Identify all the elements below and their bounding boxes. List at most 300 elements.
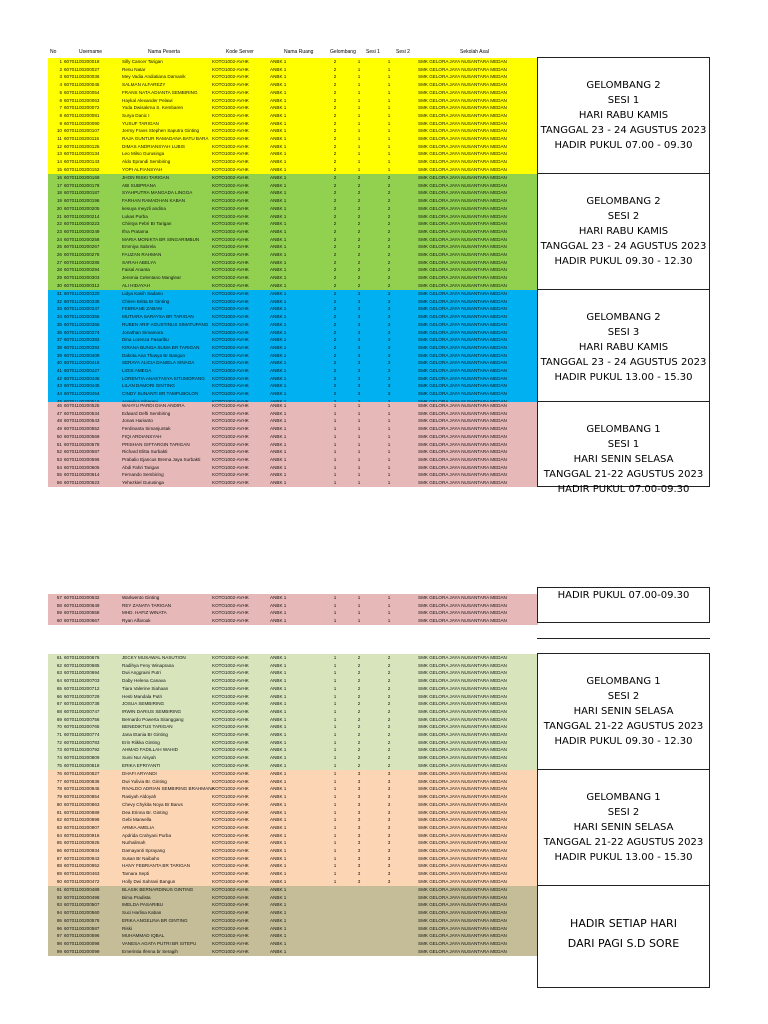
cell-gelombang: 1	[333, 693, 337, 699]
cell-kode-server: KOTO1002-AVHK	[212, 855, 249, 861]
cell-gelombang: 1	[333, 464, 337, 470]
cell-gelombang: 2	[333, 198, 337, 204]
cell-sekolah-asal: SMK GELORA JAYA NUSANTARA MEDAN	[418, 441, 507, 447]
cell-username: 60701100200356	[64, 314, 100, 320]
cell-sesi-2: 3	[387, 824, 391, 830]
cell-sekolah-asal: SMK GELORA JAYA NUSANTARA MEDAN	[418, 236, 507, 242]
cell-sesi-1: 1	[357, 602, 361, 608]
cell-username: 60701100200090	[64, 120, 100, 126]
cell-nama-peserta: Erin Riikka Ginting	[122, 739, 160, 745]
cell-gelombang: 2	[333, 143, 337, 149]
cell-kode-server: KOTO1002-AVHK	[212, 595, 249, 600]
cell-sesi-2: 1	[387, 426, 391, 432]
cell-nama-ruang: ANBK 1	[270, 182, 287, 188]
cell-username: 60701100200552	[64, 426, 100, 432]
cell-gelombang: 2	[333, 59, 337, 64]
cell-nama-peserta: ERIKA ANGELINA BR GINTING	[122, 917, 188, 923]
cell-sesi-1: 3	[357, 794, 361, 800]
cell-nama-ruang: ANBK 1	[270, 809, 287, 815]
cell-kode-server: KOTO1002-AVHK	[212, 678, 249, 684]
cell-username: 60701100200694	[64, 670, 100, 676]
cell-gelombang: 1	[333, 418, 337, 424]
cell-gelombang: 2	[333, 291, 337, 296]
cell-username: 60701100200445	[64, 383, 100, 389]
cell-kode-server: KOTO1002-AVHK	[212, 940, 249, 946]
cell-sekolah-asal: SMK GELORA JAYA NUSANTARA MEDAN	[418, 89, 507, 95]
cell-username: 60701100200454	[64, 391, 100, 397]
cell-username: 60701100200196	[64, 198, 100, 204]
cell-nama-peserta: SYAHPUTRA MANGADA LINGGA	[122, 190, 193, 196]
info-box-line: GELOMBANG 1	[586, 676, 661, 687]
cell-nama-peserta: KIRANA BUNGA SUMA BR TARIGAN	[122, 344, 200, 350]
cell-sesi-1: 1	[357, 426, 361, 432]
cell-kode-server: KOTO1002-AVHK	[212, 762, 249, 768]
cell-sekolah-asal: SMK GELORA JAYA NUSANTARA MEDAN	[418, 383, 507, 389]
cell-sesi-1: 2	[357, 236, 361, 242]
cell-nama-ruang: ANBK 1	[270, 933, 287, 939]
cell-no: 52	[56, 449, 62, 455]
cell-no: 6	[59, 97, 62, 103]
cell-gelombang: 1	[333, 595, 337, 600]
cell-no: 59	[56, 610, 62, 616]
cell-nama-peserta: BLASIK BERNARDINUS GINTING	[122, 887, 194, 892]
cell-gelombang: 1	[333, 441, 337, 447]
cell-nama-ruang: ANBK 1	[270, 817, 287, 823]
cell-kode-server: KOTO1002-AVHK	[212, 716, 249, 722]
cell-username: 60701100200258	[64, 236, 100, 242]
cell-sesi-2: 2	[387, 739, 391, 745]
cell-sesi-2: 3	[387, 801, 391, 807]
cell-nama-ruang: ANBK 1	[270, 433, 287, 439]
cell-sekolah-asal: SMK GELORA JAYA NUSANTARA MEDAN	[418, 221, 507, 227]
cell-sesi-1: 2	[357, 732, 361, 737]
cell-nama-peserta: Prabalio Ejancus Brema Jaya Surbakti	[122, 456, 201, 462]
cell-username: 60701100200036	[64, 74, 100, 80]
cell-kode-server: KOTO1002-AVHK	[212, 418, 249, 424]
cell-sekolah-asal: SMK GELORA JAYA NUSANTARA MEDAN	[418, 747, 507, 753]
cell-nama-ruang: ANBK 1	[270, 314, 287, 320]
cell-nama-ruang: ANBK 1	[270, 298, 287, 304]
cell-username: 60701100200063	[64, 97, 100, 103]
cell-username: 60701100200427	[64, 368, 100, 373]
cell-sesi-1: 2	[357, 762, 361, 768]
cell-nama-ruang: ANBK 1	[270, 136, 287, 141]
cell-nama-ruang: ANBK 1	[270, 910, 287, 916]
cell-username: 60701100200072	[64, 105, 100, 111]
cell-gelombang: 1	[333, 449, 337, 455]
cell-gelombang: 2	[333, 205, 337, 211]
cell-sekolah-asal: SMK GELORA JAYA NUSANTARA MEDAN	[418, 456, 507, 462]
cell-sesi-1: 1	[357, 418, 361, 424]
cell-kode-server: KOTO1002-AVHK	[212, 275, 249, 281]
info-box-g1s1-cont	[537, 587, 710, 623]
cell-sesi-1: 1	[357, 595, 361, 600]
cell-kode-server: KOTO1002-AVHK	[212, 383, 249, 389]
cell-nama-ruang: ANBK 1	[270, 863, 287, 869]
cell-no: 10	[56, 128, 62, 134]
cell-sesi-2: 3	[387, 360, 391, 366]
cell-nama-peserta: FEBRIANE ZABAM	[122, 306, 163, 312]
cell-kode-server: KOTO1002-AVHK	[212, 794, 249, 800]
cell-nama-peserta: Edward Defti Sembiring	[122, 410, 171, 416]
cell-gelombang: 2	[333, 329, 337, 335]
cell-gelombang: 2	[333, 352, 337, 358]
cell-sesi-1: 1	[357, 59, 361, 64]
cell-nama-peserta: IRWIN DARIUS SEMBIRING	[122, 708, 182, 714]
cell-nama-ruang: ANBK 1	[270, 252, 287, 257]
cell-kode-server: KOTO1002-AVHK	[212, 817, 249, 823]
cell-sekolah-asal: SMK GELORA JAYA NUSANTARA MEDAN	[418, 662, 507, 668]
cell-nama-peserta: Apdrida Crahyani Purba	[122, 832, 172, 838]
cell-sesi-1: 3	[357, 848, 361, 853]
cell-kode-server: KOTO1002-AVHK	[212, 159, 249, 165]
cell-nama-peserta: Gebi Marwella	[122, 817, 152, 823]
cell-no: 75	[56, 762, 62, 768]
cell-sesi-2: 1	[387, 89, 391, 95]
cell-sesi-2: 2	[387, 701, 391, 707]
cell-sesi-1: 2	[357, 213, 361, 219]
cell-gelombang: 2	[333, 74, 337, 80]
cell-sesi-2: 1	[387, 166, 391, 172]
cell-sesi-1: 3	[357, 375, 361, 381]
cell-nama-ruang: ANBK 1	[270, 205, 287, 211]
cell-no: 77	[56, 778, 62, 784]
cell-gelombang: 1	[333, 732, 337, 737]
cell-nama-ruang: ANBK 1	[270, 732, 287, 737]
cell-gelombang: 2	[333, 314, 337, 320]
cell-nama-peserta: Damayanti Sprayang	[122, 848, 165, 853]
info-box-line: SESI 2	[607, 807, 640, 818]
cell-nama-ruang: ANBK 1	[270, 259, 287, 265]
cell-sesi-2: 3	[387, 871, 391, 877]
cell-nama-ruang: ANBK 1	[270, 948, 287, 954]
cell-sesi-2: 3	[387, 352, 391, 358]
cell-gelombang: 2	[333, 267, 337, 273]
cell-gelombang: 1	[333, 678, 337, 684]
cell-sesi-1: 1	[357, 82, 361, 88]
cell-gelombang: 2	[333, 190, 337, 196]
cell-sekolah-asal: SMK GELORA JAYA NUSANTARA MEDAN	[418, 66, 507, 72]
cell-sekolah-asal: SMK GELORA JAYA NUSANTARA MEDAN	[418, 832, 507, 838]
cell-no: 47	[56, 410, 62, 416]
cell-kode-server: KOTO1002-AVHK	[212, 456, 249, 462]
cell-kode-server: KOTO1002-AVHK	[212, 329, 249, 335]
cell-kode-server: KOTO1002-AVHK	[212, 136, 249, 141]
cell-sekolah-asal: SMK GELORA JAYA NUSANTARA MEDAN	[418, 291, 507, 296]
cell-kode-server: KOTO1002-AVHK	[212, 693, 249, 699]
cell-nama-peserta: Jeremia Celentano Manglear	[122, 275, 181, 281]
cell-username: 60701100200605	[64, 464, 100, 470]
cell-sesi-1: 1	[357, 610, 361, 616]
cell-sesi-1: 1	[357, 480, 361, 485]
cell-no: 86	[56, 848, 62, 853]
cell-nama-ruang: ANBK 1	[270, 662, 287, 668]
cell-sekolah-asal: SMK GELORA JAYA NUSANTARA MEDAN	[418, 74, 507, 80]
cell-sesi-2: 1	[387, 464, 391, 470]
cell-kode-server: KOTO1002-AVHK	[212, 902, 249, 908]
cell-nama-ruang: ANBK 1	[270, 89, 287, 95]
cell-nama-peserta: DIMAS ANDRIANSYAH LUBIS	[122, 143, 185, 149]
cell-nama-ruang: ANBK 1	[270, 902, 287, 908]
cell-no: 56	[56, 480, 62, 485]
cell-gelombang: 2	[333, 244, 337, 250]
cell-username: 60701100200027	[64, 66, 100, 72]
cell-no: 35	[56, 321, 62, 327]
cell-sesi-1: 3	[357, 291, 361, 296]
cell-sesi-2: 1	[387, 74, 391, 80]
cell-nama-peserta: Holly Dwi Sahrani Bangun	[122, 878, 176, 884]
cell-no: 63	[56, 670, 62, 676]
cell-gelombang: 2	[333, 344, 337, 350]
cell-nama-peserta: Fernando Sembiring	[122, 472, 164, 478]
cell-username: 60701100200178	[64, 182, 100, 188]
cell-nama-peserta: Dwi Yulivia Br. Ginting	[122, 778, 167, 784]
cell-sekolah-asal: SMK GELORA JAYA NUSANTARA MEDAN	[418, 403, 507, 408]
cell-username: 60701100200756	[64, 716, 100, 722]
cell-gelombang: 2	[333, 321, 337, 327]
cell-no: 21	[56, 213, 62, 219]
cell-sesi-1: 1	[357, 472, 361, 478]
cell-gelombang: 2	[333, 112, 337, 118]
cell-username: 60701100200374	[64, 329, 100, 335]
cell-nama-peserta: Rasiyah Aldoyah	[122, 794, 157, 800]
cell-no: 33	[56, 306, 62, 312]
cell-username: 60701100200596	[64, 933, 100, 939]
cell-nama-ruang: ANBK 1	[270, 190, 287, 196]
cell-nama-ruang: ANBK 1	[270, 275, 287, 281]
cell-kode-server: KOTO1002-AVHK	[212, 840, 249, 846]
cell-nama-peserta: Dwi Anggraini Putri	[122, 670, 161, 676]
cell-no: 13	[56, 151, 62, 157]
cell-gelombang: 1	[333, 855, 337, 861]
cell-sekolah-asal: SMK GELORA JAYA NUSANTARA MEDAN	[418, 655, 507, 660]
cell-gelombang: 2	[333, 175, 337, 180]
cell-gelombang: 2	[333, 120, 337, 126]
cell-username: 60701100200943	[64, 855, 100, 861]
cell-nama-peserta: Mey Vadia Andiatiana Damanik	[122, 74, 186, 80]
cell-nama-peserta: Richard Elitta Surbakti	[122, 449, 168, 455]
table-row	[48, 948, 538, 956]
cell-kode-server: KOTO1002-AVHK	[212, 368, 249, 373]
cell-nama-ruang: ANBK 1	[270, 771, 287, 776]
cell-kode-server: KOTO1002-AVHK	[212, 708, 249, 714]
cell-nama-peserta: RIVALDO ADRIAN SEMBIRING BRAHMANA	[122, 786, 215, 792]
cell-nama-ruang: ANBK 1	[270, 267, 287, 273]
cell-sesi-1: 2	[357, 701, 361, 707]
cell-no: 61	[56, 655, 62, 660]
cell-gelombang: 1	[333, 410, 337, 416]
cell-sesi-2: 2	[387, 724, 391, 730]
cell-nama-peserta: Bima Pradista	[122, 894, 151, 900]
cell-sesi-1: 1	[357, 128, 361, 134]
cell-sesi-2: 1	[387, 610, 391, 616]
info-box-line: SESI 2	[607, 691, 640, 702]
cell-sesi-2: 1	[387, 441, 391, 447]
cell-username: 60701100200312	[64, 282, 100, 288]
cell-nama-ruang: ANBK 1	[270, 151, 287, 157]
cell-sesi-2: 2	[387, 732, 391, 737]
cell-sesi-1: 3	[357, 863, 361, 869]
cell-sekolah-asal: SMK GELORA JAYA NUSANTARA MEDAN	[418, 159, 507, 165]
cell-gelombang: 1	[333, 801, 337, 807]
info-box-line: GELOMBANG 1	[586, 424, 661, 435]
cell-kode-server: KOTO1002-AVHK	[212, 778, 249, 784]
cell-nama-ruang: ANBK 1	[270, 794, 287, 800]
cell-username: 60701100200498	[64, 894, 100, 900]
cell-sekolah-asal: SMK GELORA JAYA NUSANTARA MEDAN	[418, 329, 507, 335]
cell-no: 24	[56, 236, 62, 242]
cell-kode-server: KOTO1002-AVHK	[212, 151, 249, 157]
cell-gelombang: 2	[333, 282, 337, 288]
cell-sesi-1: 1	[357, 403, 361, 408]
cell-sesi-1: 3	[357, 391, 361, 397]
cell-nama-ruang: ANBK 1	[270, 786, 287, 792]
cell-username: 60701100200294	[64, 267, 100, 273]
cell-sesi-2: 1	[387, 143, 391, 149]
cell-kode-server: KOTO1002-AVHK	[212, 887, 249, 892]
cell-kode-server: KOTO1002-AVHK	[212, 786, 249, 792]
cell-sekolah-asal: SMK GELORA JAYA NUSANTARA MEDAN	[418, 925, 507, 931]
cell-nama-ruang: ANBK 1	[270, 762, 287, 768]
cell-username: 60701100200116	[64, 136, 100, 141]
table-row	[48, 617, 538, 625]
cell-sesi-2: 3	[387, 848, 391, 853]
info-box-line: HARI SENIN SELASA	[573, 454, 674, 465]
cell-no: 40	[56, 360, 62, 366]
cell-no: 87	[56, 855, 62, 861]
info-box-g1s2	[537, 653, 710, 770]
cell-username: 60701100200774	[64, 732, 100, 737]
cell-nama-ruang: ANBK 1	[270, 472, 287, 478]
cell-no: 11	[57, 136, 62, 141]
cell-sesi-1: 3	[357, 321, 361, 327]
cell-kode-server: KOTO1002-AVHK	[212, 128, 249, 134]
cell-nama-ruang: ANBK 1	[270, 456, 287, 462]
cell-nama-ruang: ANBK 1	[270, 321, 287, 327]
cell-sesi-1: 2	[357, 678, 361, 684]
cell-kode-server: KOTO1002-AVHK	[212, 360, 249, 366]
cell-nama-peserta: SALMAN ALFAREZY	[122, 82, 166, 88]
cell-nama-ruang: ANBK 1	[270, 391, 287, 397]
cell-sesi-2: 2	[387, 755, 391, 761]
cell-no: 7	[59, 105, 62, 111]
cell-nama-peserta: FRANS NATA ADIANTA SEMBIRING	[122, 89, 198, 95]
cell-kode-server: KOTO1002-AVHK	[212, 670, 249, 676]
cell-sesi-1: 3	[357, 383, 361, 389]
cell-sesi-2: 1	[387, 418, 391, 424]
cell-sekolah-asal: SMK GELORA JAYA NUSANTARA MEDAN	[418, 618, 507, 624]
cell-username: 60701100200392	[64, 344, 100, 350]
cell-username: 60701100200463	[64, 871, 100, 877]
cell-sekolah-asal: SMK GELORA JAYA NUSANTARA MEDAN	[418, 778, 507, 784]
info-box-g2s2	[537, 173, 710, 290]
cell-nama-peserta: Dina Lorenza Pasaribu	[122, 337, 169, 343]
cell-nama-ruang: ANBK 1	[270, 449, 287, 455]
cell-nama-ruang: ANBK 1	[270, 739, 287, 745]
cell-nama-peserta: Tamara Septi	[122, 871, 150, 877]
cell-no: 31	[56, 291, 62, 296]
cell-sesi-1: 1	[357, 159, 361, 165]
cell-sesi-1: 2	[357, 670, 361, 676]
cell-nama-ruang: ANBK 1	[270, 410, 287, 416]
cell-nama-peserta: FIQI ARDIANSYAH	[122, 433, 162, 439]
cell-sesi-1: 2	[357, 228, 361, 234]
info-box-line: HADIR PUKUL 13.00 - 15.30	[554, 372, 693, 383]
cell-sesi-2: 3	[387, 368, 391, 373]
cell-sekolah-asal: SMK GELORA JAYA NUSANTARA MEDAN	[418, 693, 507, 699]
cell-nama-peserta: ARMIA AMELIA	[122, 824, 155, 830]
cell-gelombang: 2	[333, 360, 337, 366]
cell-nama-peserta: Dea Erinna Br. Ginting	[122, 809, 168, 815]
cell-sekolah-asal: SMK GELORA JAYA NUSANTARA MEDAN	[418, 128, 507, 134]
cell-sekolah-asal: SMK GELORA JAYA NUSANTARA MEDAN	[418, 817, 507, 823]
cell-username: 60701100200747	[64, 708, 100, 714]
info-box-g1s1	[537, 401, 710, 495]
cell-no: 97	[56, 933, 62, 939]
info-box-line: SESI 2	[607, 211, 640, 222]
cell-sekolah-asal: SMK GELORA JAYA NUSANTARA MEDAN	[418, 762, 507, 768]
cell-sekolah-asal: SMK GELORA JAYA NUSANTARA MEDAN	[418, 282, 507, 288]
cell-kode-server: KOTO1002-AVHK	[212, 724, 249, 730]
cell-kode-server: KOTO1002-AVHK	[212, 205, 249, 211]
cell-kode-server: KOTO1002-AVHK	[212, 433, 249, 439]
cell-nama-peserta: SARAH ABELYA	[122, 259, 157, 265]
cell-kode-server: KOTO1002-AVHK	[212, 190, 249, 196]
cell-sesi-1: 2	[357, 198, 361, 204]
cell-nama-ruang: ANBK 1	[270, 426, 287, 432]
cell-nama-ruang: ANBK 1	[270, 602, 287, 608]
cell-nama-peserta: YUSUF TARIGAN	[122, 120, 159, 126]
cell-gelombang: 2	[333, 128, 337, 134]
cell-sekolah-asal: SMK GELORA JAYA NUSANTARA MEDAN	[418, 863, 507, 869]
cell-gelombang: 1	[333, 878, 337, 884]
cell-gelombang: 2	[333, 105, 337, 111]
cell-sesi-2: 2	[387, 762, 391, 768]
cell-gelombang: 2	[333, 259, 337, 265]
cell-username: 60701100200854	[64, 794, 100, 800]
cell-nama-peserta: Jana Etania Br Ginting	[122, 732, 168, 737]
cell-nama-ruang: ANBK 1	[270, 352, 287, 358]
cell-username: 60701100200898	[64, 817, 100, 823]
cell-sesi-1: 1	[357, 410, 361, 416]
cell-sesi-2: 2	[387, 275, 391, 281]
cell-no: 36	[56, 329, 62, 335]
cell-username: 60701100200632	[64, 595, 100, 600]
cell-sekolah-asal: SMK GELORA JAYA NUSANTARA MEDAN	[418, 182, 507, 188]
cell-username: 60701100200409	[64, 352, 100, 358]
cell-nama-ruang: ANBK 1	[270, 678, 287, 684]
cell-no: 29	[56, 275, 62, 281]
cell-sekolah-asal: SMK GELORA JAYA NUSANTARA MEDAN	[418, 228, 507, 234]
cell-sesi-1: 3	[357, 344, 361, 350]
cell-sesi-2: 1	[387, 112, 391, 118]
cell-sesi-2: 1	[387, 410, 391, 416]
cell-no: 67	[56, 701, 62, 707]
cell-sesi-2: 1	[387, 151, 391, 157]
cell-gelombang: 1	[333, 708, 337, 714]
cell-no: 14	[56, 159, 62, 165]
cell-nama-peserta: Chiren Britta Br Ginting	[122, 298, 170, 304]
cell-nama-ruang: ANBK 1	[270, 368, 287, 373]
cell-kode-server: KOTO1002-AVHK	[212, 441, 249, 447]
cell-sekolah-asal: SMK GELORA JAYA NUSANTARA MEDAN	[418, 848, 507, 853]
cell-sesi-2: 1	[387, 136, 391, 141]
cell-sesi-1: 3	[357, 832, 361, 838]
cell-username: 60701100200809	[64, 755, 100, 761]
cell-no: 38	[56, 344, 62, 350]
cell-kode-server: KOTO1002-AVHK	[212, 59, 249, 64]
cell-sesi-1: 2	[357, 259, 361, 265]
